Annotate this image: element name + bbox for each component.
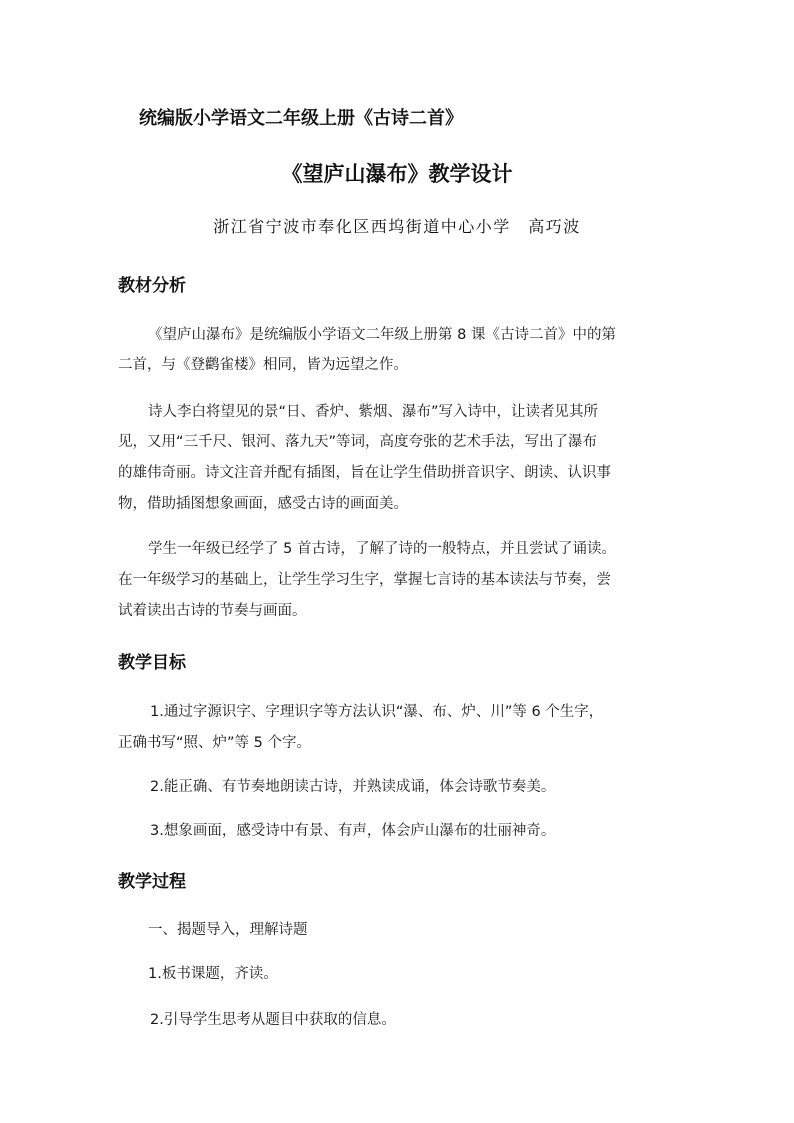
process-line: 2.引导学生思考从题目中获取的信息。 <box>150 1012 396 1028</box>
paragraph-line: 见，又用“三千尺、银河、落九天”等词，高度夸张的艺术手法，写出了瀑布 <box>118 434 598 450</box>
paragraph-line: 《望庐山瀑布》是统编版小学语文二年级上册第 8 课《古诗二首》中的第 <box>148 327 616 343</box>
author-line: 浙江省宁波市奉化区西坞街道中心小学 高巧波 <box>213 217 581 236</box>
paragraph-line: 试着读出古诗的节奏与画面。 <box>118 603 307 619</box>
section-heading-process: 教学过程 <box>118 872 186 892</box>
goal-line: 1.通过字源识字、字理识字等方法认识“瀑、布、炉、川”等 6 个生字， <box>150 704 604 720</box>
series-title: 统编版小学语文二年级上册《古诗二首》 <box>139 108 463 129</box>
paragraph-line: 的雄伟奇丽。诗文注音并配有插图，旨在让学生借助拼音识字、朗读、认识事 <box>118 465 611 481</box>
section-heading-goals: 教学目标 <box>118 653 186 673</box>
paragraph-line: 在一年级学习的基础上，让学生学习生字，掌握七言诗的基本读法与节奏，尝 <box>118 572 611 588</box>
process-line: 一、揭题导入，理解诗题 <box>148 922 308 938</box>
paragraph-line: 学生一年级已经学了 5 首古诗，了解了诗的一般特点，并且尝试了诵读。 <box>148 541 616 557</box>
goal-line: 正确书写“照、炉”等 5 个字。 <box>118 735 311 751</box>
process-line: 1.板书课题，齐读。 <box>148 966 278 982</box>
goal-line: 3.想象画面，感受诗中有景、有声，体会庐山瀑布的壮丽神奇。 <box>150 823 556 839</box>
goal-line: 2.能正确、有节奏地朗读古诗，并熟读成诵，体会诗歌节奏美。 <box>150 779 556 795</box>
paragraph-line: 二首，与《登鹳雀楼》相同，皆为远望之作。 <box>118 357 408 373</box>
section-heading-analysis: 教材分析 <box>118 276 186 296</box>
paragraph-line: 物，借助插图想象画面，感受古诗的画面美。 <box>118 496 408 512</box>
lesson-title: 《望庐山瀑布》教学设计 <box>281 162 513 186</box>
paragraph-line: 诗人李白将望见的景“日、香炉、紫烟、瀑布”写入诗中，让读者见其所 <box>148 404 599 420</box>
